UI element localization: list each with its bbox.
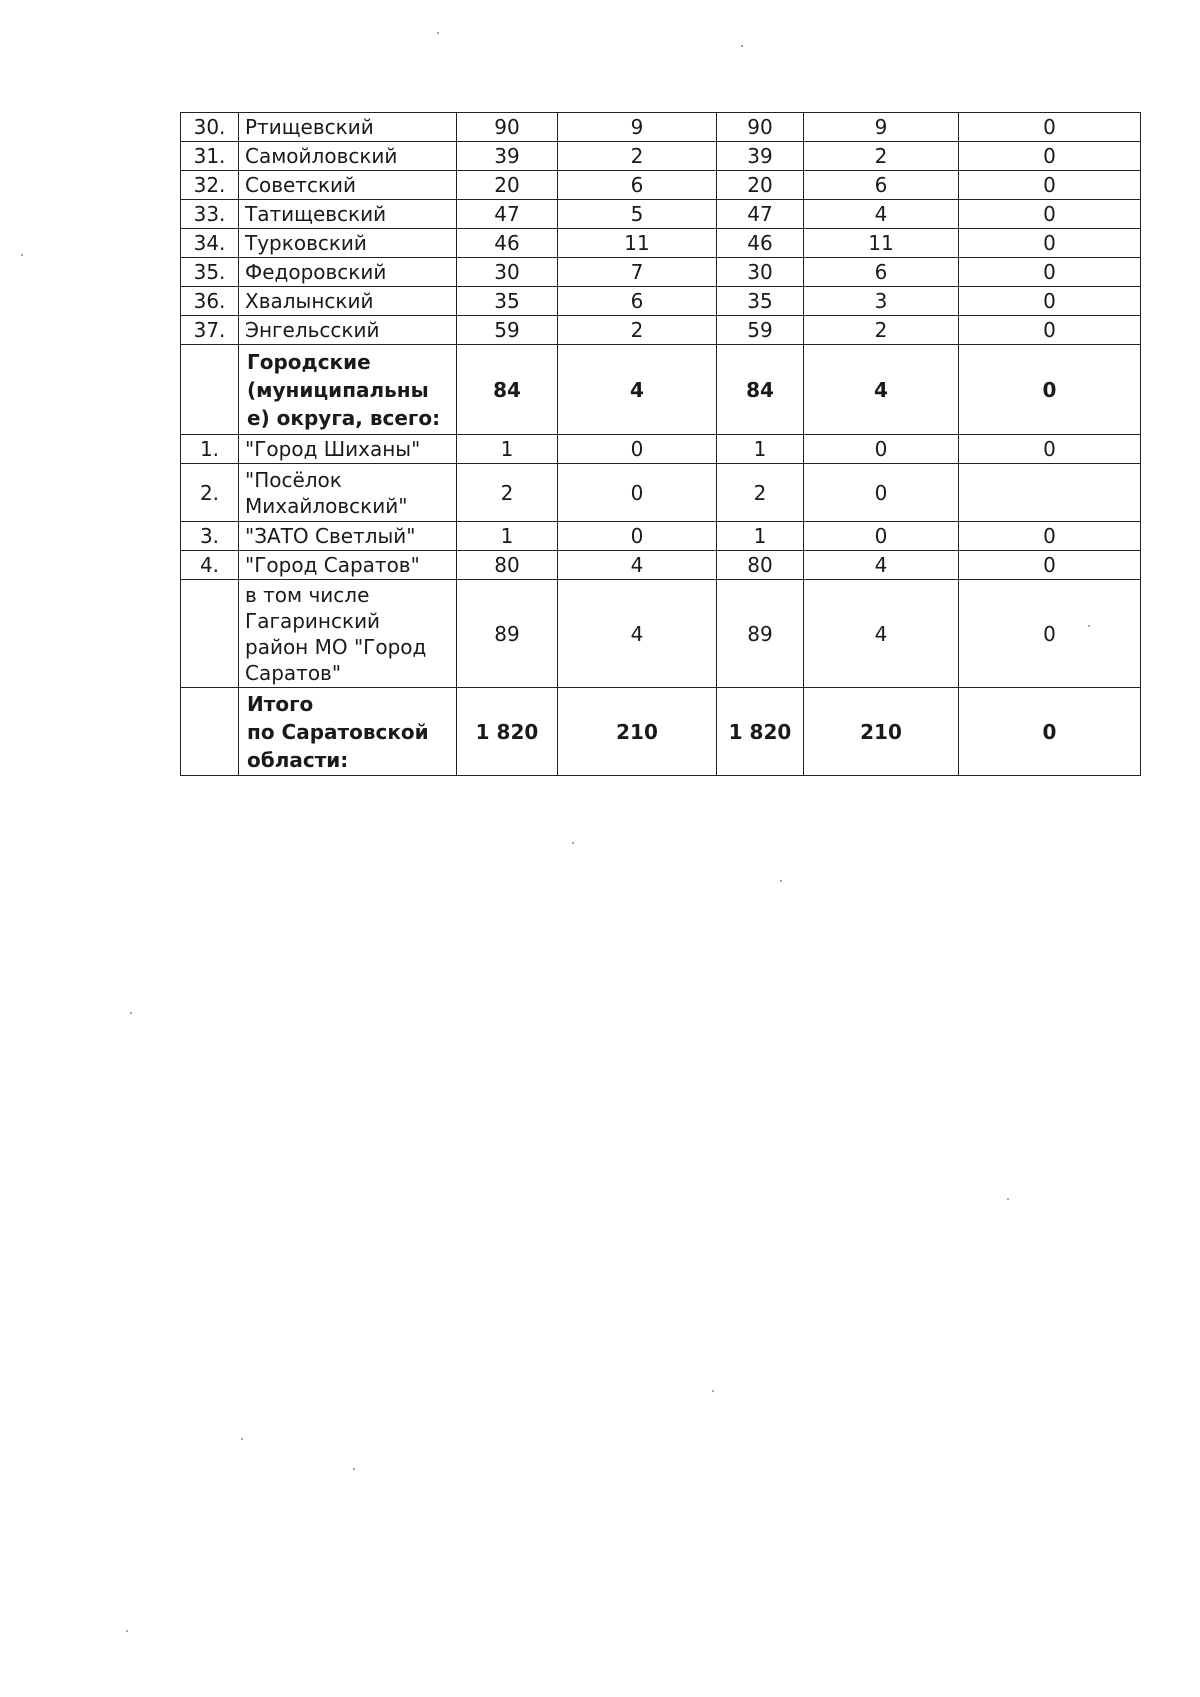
value-cell: 1 820	[457, 688, 558, 776]
including-label	[239, 580, 457, 688]
including-label-line: Гагаринский	[245, 608, 381, 633]
value-cell: 9	[804, 113, 959, 142]
value-cell: 0	[959, 113, 1141, 142]
table-row	[181, 435, 1141, 464]
value-cell: 1	[717, 522, 804, 551]
row-number: 31.	[181, 142, 239, 171]
table-row	[181, 316, 1141, 345]
table-row	[181, 464, 1141, 522]
value-cell: 1	[457, 522, 558, 551]
scan-speck	[437, 32, 439, 34]
district-name: Татищевский	[239, 200, 457, 229]
value-cell: 46	[717, 229, 804, 258]
value-cell: 2	[717, 464, 804, 522]
city-name: "Город Саратов"	[239, 551, 457, 580]
value-cell: 210	[804, 688, 959, 776]
value-cell: 0	[959, 522, 1141, 551]
value-cell: 0	[804, 464, 959, 522]
row-number: 37.	[181, 316, 239, 345]
value-cell: 4	[804, 580, 959, 688]
value-cell: 39	[717, 142, 804, 171]
value-cell: 2	[804, 316, 959, 345]
value-cell: 39	[457, 142, 558, 171]
value-cell: 6	[558, 287, 717, 316]
value-cell: 11	[558, 229, 717, 258]
value-cell: 4	[804, 345, 959, 435]
scan-speck	[241, 1438, 243, 1440]
value-cell: 59	[457, 316, 558, 345]
value-cell: 7	[558, 258, 717, 287]
row-number: 30.	[181, 113, 239, 142]
scan-speck	[712, 1390, 714, 1392]
district-name: Ртищевский	[239, 113, 457, 142]
row-number: 1.	[181, 435, 239, 464]
table-row	[181, 522, 1141, 551]
value-cell: 9	[558, 113, 717, 142]
scan-speck	[353, 1468, 355, 1470]
scan-speck	[572, 842, 574, 844]
value-cell: 0	[959, 142, 1141, 171]
city-name: "ЗАТО Светлый"	[239, 522, 457, 551]
value-cell: 0	[959, 580, 1141, 688]
value-cell: 90	[457, 113, 558, 142]
value-cell: 46	[457, 229, 558, 258]
value-cell: 0	[959, 435, 1141, 464]
value-cell: 0	[959, 316, 1141, 345]
total-label	[239, 345, 457, 435]
value-cell: 5	[558, 200, 717, 229]
city-districts-total-row	[181, 345, 1141, 435]
value-cell: 1 820	[717, 688, 804, 776]
district-name: Хвалынский	[239, 287, 457, 316]
value-cell: 89	[717, 580, 804, 688]
value-cell: 4	[558, 551, 717, 580]
value-cell: 20	[717, 171, 804, 200]
table-row	[181, 551, 1141, 580]
table-row	[181, 142, 1141, 171]
including-label-line: район МО "Город	[245, 634, 427, 659]
scan-speck	[741, 45, 743, 47]
value-cell: 80	[457, 551, 558, 580]
value-cell: 0	[959, 551, 1141, 580]
grand-total-label-line: Итого	[247, 691, 314, 716]
district-name: Советский	[239, 171, 457, 200]
value-cell: 80	[717, 551, 804, 580]
district-name: Федоровский	[239, 258, 457, 287]
value-cell: 20	[457, 171, 558, 200]
value-cell: 0	[959, 287, 1141, 316]
value-cell: 47	[717, 200, 804, 229]
value-cell: 1	[457, 435, 558, 464]
grand-total-label	[239, 688, 457, 776]
scan-speck	[130, 1012, 132, 1014]
value-cell: 30	[717, 258, 804, 287]
row-number: 32.	[181, 171, 239, 200]
row-number: 34.	[181, 229, 239, 258]
grand-total-label-line: области:	[247, 747, 349, 772]
table-row	[181, 200, 1141, 229]
value-cell: 35	[717, 287, 804, 316]
value-cell: 89	[457, 580, 558, 688]
value-cell: 0	[558, 435, 717, 464]
scan-speck	[126, 1630, 128, 1632]
value-cell: 84	[717, 345, 804, 435]
value-cell: 0	[959, 258, 1141, 287]
value-cell: 0	[804, 435, 959, 464]
district-name: Самойловский	[239, 142, 457, 171]
including-row	[181, 580, 1141, 688]
value-cell: 0	[959, 229, 1141, 258]
district-name: Энгельсский	[239, 316, 457, 345]
scan-speck	[1088, 625, 1090, 627]
value-cell: 4	[804, 200, 959, 229]
value-cell: 0	[959, 345, 1141, 435]
table-row	[181, 287, 1141, 316]
scan-speck	[780, 880, 782, 882]
value-cell: 30	[457, 258, 558, 287]
city-name-line: Михайловский"	[245, 493, 408, 518]
value-cell: 6	[558, 171, 717, 200]
city-name	[239, 464, 457, 522]
value-cell: 210	[558, 688, 717, 776]
row-number	[181, 688, 239, 776]
including-label-line: Саратов"	[245, 660, 342, 685]
city-name: "Город Шиханы"	[239, 435, 457, 464]
value-cell: 0	[804, 522, 959, 551]
district-name: Турковский	[239, 229, 457, 258]
value-cell: 0	[959, 200, 1141, 229]
grand-total-label-line: по Саратовской	[247, 719, 429, 744]
value-cell: 11	[804, 229, 959, 258]
row-number: 36.	[181, 287, 239, 316]
value-cell: 0	[959, 171, 1141, 200]
value-cell: 90	[717, 113, 804, 142]
row-number: 4.	[181, 551, 239, 580]
value-cell: 2	[558, 142, 717, 171]
value-cell	[959, 464, 1141, 522]
value-cell: 59	[717, 316, 804, 345]
grand-total-row	[181, 688, 1141, 776]
row-number: 33.	[181, 200, 239, 229]
scan-speck	[1007, 1198, 1009, 1200]
total-label-line: Городские	[247, 349, 371, 374]
total-label-line: (муниципальны	[247, 377, 429, 402]
row-number: 2.	[181, 464, 239, 522]
statistics-table	[180, 112, 1141, 776]
value-cell: 4	[804, 551, 959, 580]
total-label-line: е) округа, всего:	[247, 405, 441, 430]
value-cell: 35	[457, 287, 558, 316]
value-cell: 2	[558, 316, 717, 345]
value-cell: 6	[804, 258, 959, 287]
including-label-line: в том числе	[245, 582, 370, 607]
city-name-line: "Посёлок	[245, 467, 342, 492]
scan-speck	[21, 254, 23, 256]
table-row	[181, 258, 1141, 287]
row-number: 3.	[181, 522, 239, 551]
value-cell: 4	[558, 580, 717, 688]
value-cell: 3	[804, 287, 959, 316]
value-cell: 1	[717, 435, 804, 464]
table-row	[181, 113, 1141, 142]
value-cell: 84	[457, 345, 558, 435]
value-cell: 0	[959, 688, 1141, 776]
table-row	[181, 171, 1141, 200]
row-number: 35.	[181, 258, 239, 287]
value-cell: 47	[457, 200, 558, 229]
value-cell: 0	[558, 522, 717, 551]
value-cell: 2	[457, 464, 558, 522]
value-cell: 4	[558, 345, 717, 435]
row-number	[181, 580, 239, 688]
value-cell: 6	[804, 171, 959, 200]
table-row	[181, 229, 1141, 258]
value-cell: 2	[804, 142, 959, 171]
value-cell: 0	[558, 464, 717, 522]
row-number	[181, 345, 239, 435]
